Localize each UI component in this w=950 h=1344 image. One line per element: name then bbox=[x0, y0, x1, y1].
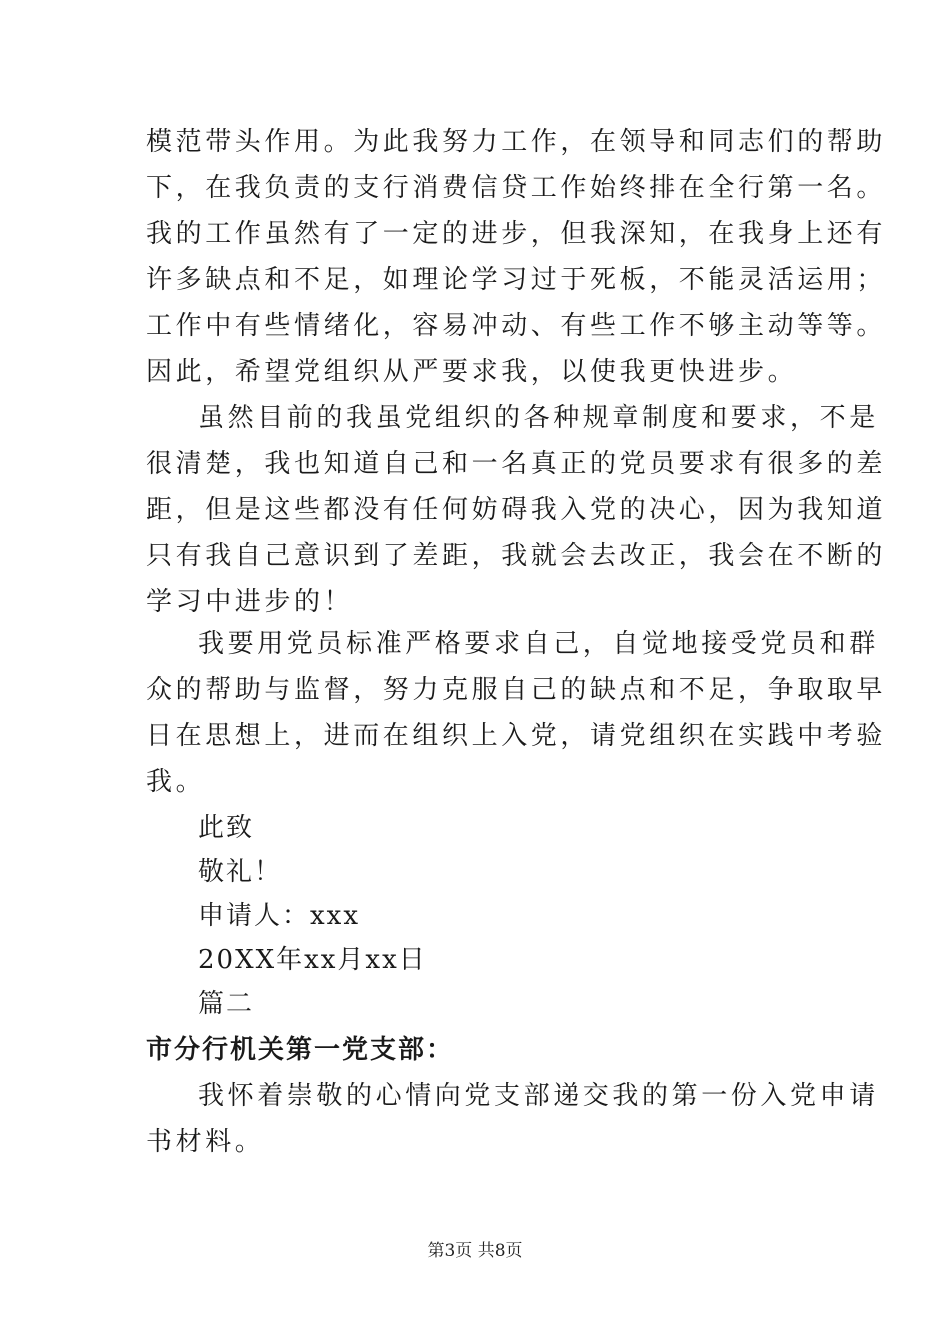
paragraph-line: 很清楚，我也知道自己和一名真正的党员要求有很多的差 bbox=[146, 449, 887, 479]
paragraph-line: 模范带头作用。为此我努力工作，在领导和同志们的帮助 bbox=[146, 127, 887, 157]
paragraph-line: 众的帮助与监督，努力克服自己的缺点和不足，争取取早 bbox=[146, 675, 887, 705]
closing-salute: 此致 bbox=[198, 813, 255, 843]
paragraph-line: 日在思想上，进而在组织上入党，请党组织在实践中考验 bbox=[146, 721, 887, 751]
paragraph-line: 虽然目前的我虽党组织的各种规章制度和要求，不是 bbox=[198, 403, 879, 433]
page-number-footer: 第3页 共8页 bbox=[427, 1241, 523, 1261]
closing-regards: 敬礼！ bbox=[198, 857, 283, 887]
paragraph-line: 我的工作虽然有了一定的进步，但我深知，在我身上还有 bbox=[146, 219, 887, 249]
paragraph-line: 学习中进步的！ bbox=[146, 587, 354, 617]
paragraph-line: 下，在我负责的支行消费信贷工作始终排在全行第一名。 bbox=[146, 173, 887, 203]
paragraph-line: 只有我自己意识到了差距，我就会去改正，我会在不断的 bbox=[146, 541, 887, 571]
paragraph-line: 我怀着崇敬的心情向党支部递交我的第一份入党申请 bbox=[198, 1081, 879, 1111]
paragraph-line: 距，但是这些都没有任何妨碍我入党的决心，因为我知道 bbox=[146, 495, 887, 525]
part-label: 篇二 bbox=[198, 989, 255, 1019]
paragraph-line: 因此，希望党组织从严要求我，以使我更快进步。 bbox=[146, 357, 798, 387]
letter-date: 20XX年xx月xx日 bbox=[198, 945, 427, 975]
paragraph-line: 许多缺点和不足，如理论学习过于死板，不能灵活运用； bbox=[146, 265, 887, 295]
paragraph-line: 我要用党员标准严格要求自己，自觉地接受党员和群 bbox=[198, 629, 879, 659]
paragraph-line: 工作中有些情绪化，容易冲动、有些工作不够主动等等。 bbox=[146, 311, 887, 341]
paragraph-line: 书材料。 bbox=[146, 1127, 265, 1157]
addressee-heading: 市分行机关第一党支部： bbox=[146, 1035, 455, 1065]
paragraph-line: 我。 bbox=[146, 767, 206, 797]
applicant-signature: 申请人：xxx bbox=[198, 901, 360, 931]
